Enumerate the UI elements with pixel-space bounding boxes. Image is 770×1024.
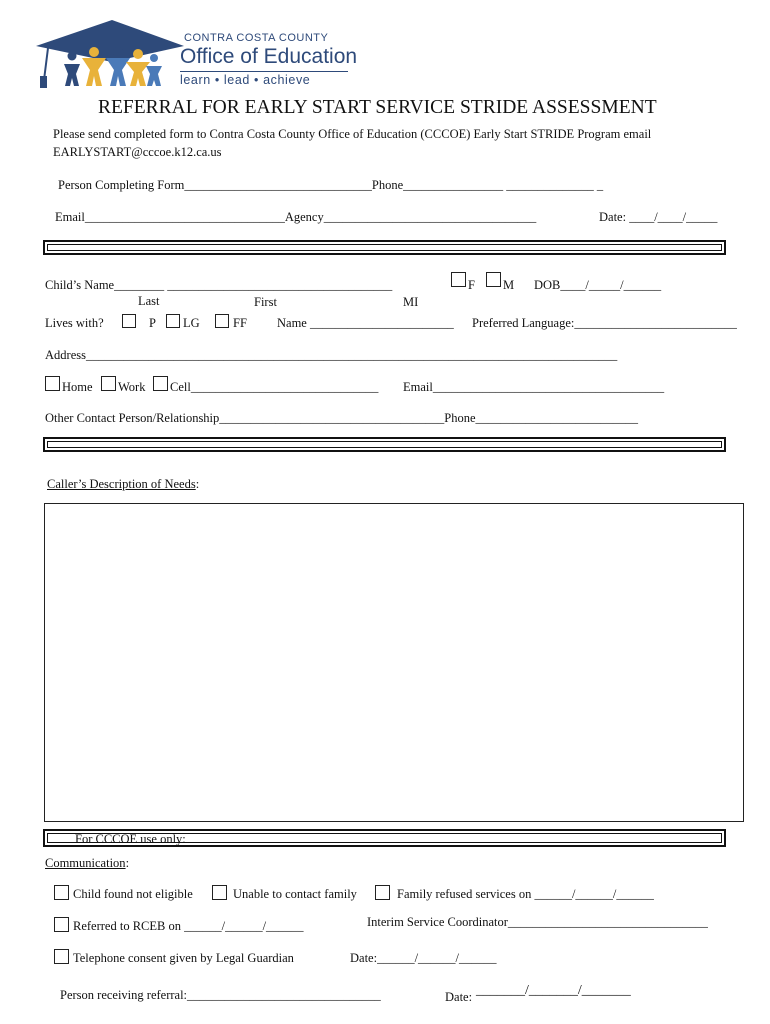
logo-office: Office of Education (180, 45, 358, 68)
refused-services-field[interactable]: Family refused services on ______/______/______ (397, 887, 654, 901)
form-title: REFERRAL FOR EARLY START SERVICE STRIDE ASSESSMENT (98, 97, 657, 118)
needs-label-colon: : (195, 477, 200, 491)
home-checkbox[interactable] (45, 376, 60, 391)
logo (34, 18, 358, 90)
logo-tagline: learn • lead • achieve (180, 73, 311, 87)
female-label: F (468, 278, 475, 292)
communication-label-text: Communication (45, 856, 126, 870)
refused-services-checkbox[interactable] (375, 885, 390, 900)
communication-label (45, 856, 129, 871)
other-contact-field[interactable]: Other Contact Person/Relationship____________________________________Phone__________________________ (45, 411, 639, 425)
work-checkbox[interactable] (101, 376, 116, 391)
legal-guardian-checkbox[interactable] (166, 314, 180, 328)
home-label: Home (62, 380, 93, 394)
graduation-cap-kids-icon (34, 18, 184, 90)
address-field[interactable]: Address_____________________________________________________________________________________ (45, 348, 618, 362)
preferred-language-field[interactable]: Preferred Language:__________________________ (472, 316, 737, 330)
needs-label (47, 477, 199, 492)
communication-label-colon: : (125, 856, 130, 870)
first-label: First (254, 295, 277, 309)
mi-label: MI (403, 295, 419, 309)
guardian-name-field[interactable]: Name _______________________ (277, 316, 454, 330)
female-checkbox[interactable] (451, 272, 466, 287)
receiving-date-field[interactable]: _______/_______/_______ (476, 983, 631, 998)
unable-contact-label: Unable to contact family (233, 887, 357, 901)
parent-label: P (149, 316, 156, 330)
intro-email: EARLYSTART@cccoe.k12.ca.us (53, 145, 222, 159)
foster-family-checkbox[interactable] (215, 314, 229, 328)
parent-checkbox[interactable] (122, 314, 136, 328)
dob-field[interactable]: DOB____/_____/______ (534, 278, 662, 292)
not-eligible-label: Child found not eligible (73, 887, 193, 901)
date-field[interactable]: Date: ____/____/_____ (599, 210, 718, 224)
consent-date-field[interactable]: Date:______/______/______ (350, 951, 497, 965)
referred-rceb-field[interactable]: Referred to RCEB on ______/______/______ (73, 919, 304, 933)
cell-field[interactable]: Cell______________________________ (170, 380, 379, 394)
cell-checkbox[interactable] (153, 376, 168, 391)
person-receiving-field[interactable]: Person receiving referral:_______________________________ (60, 988, 381, 1002)
needs-label-text: Caller’s Description of Needs (47, 477, 196, 491)
referred-rceb-checkbox[interactable] (54, 917, 69, 932)
office-use-bar (43, 829, 726, 847)
last-label: Last (138, 294, 160, 308)
lives-with-label: Lives with? (45, 316, 104, 330)
logo-county: CONTRA COSTA COUNTY (184, 32, 329, 44)
receiving-date-label: Date: (445, 990, 473, 1004)
work-label: Work (118, 380, 146, 394)
interim-coordinator-field[interactable]: Interim Service Coordinator________________________________ (367, 915, 708, 929)
intro-line-1: Please send completed form to Contra Costa County Office of Education (CCCOE) Early Start STRIDE Program email (53, 127, 652, 141)
office-use-label: For CCCOE use only: (75, 832, 186, 846)
male-checkbox[interactable] (486, 272, 501, 287)
contact-email-field[interactable]: Email_____________________________________ (403, 380, 665, 394)
not-eligible-checkbox[interactable] (54, 885, 69, 900)
person-completing-field[interactable]: Person Completing Form______________________________Phone________________ ______________ _ (58, 178, 604, 192)
child-name-field[interactable]: Child’s Name________ ____________________________________ (45, 278, 393, 292)
unable-contact-checkbox[interactable] (212, 885, 227, 900)
male-label: M (503, 278, 515, 292)
logo-rule (180, 71, 348, 72)
needs-description-box[interactable] (44, 503, 744, 822)
telephone-consent-checkbox[interactable] (54, 949, 69, 964)
email-agency-field[interactable]: Email________________________________Agency__________________________________ (55, 210, 537, 224)
telephone-consent-label: Telephone consent given by Legal Guardian (73, 951, 294, 965)
foster-family-label: FF (233, 316, 247, 330)
section-divider-bar-2 (43, 437, 726, 452)
legal-guardian-label: LG (183, 316, 200, 330)
section-divider-bar (43, 240, 726, 255)
